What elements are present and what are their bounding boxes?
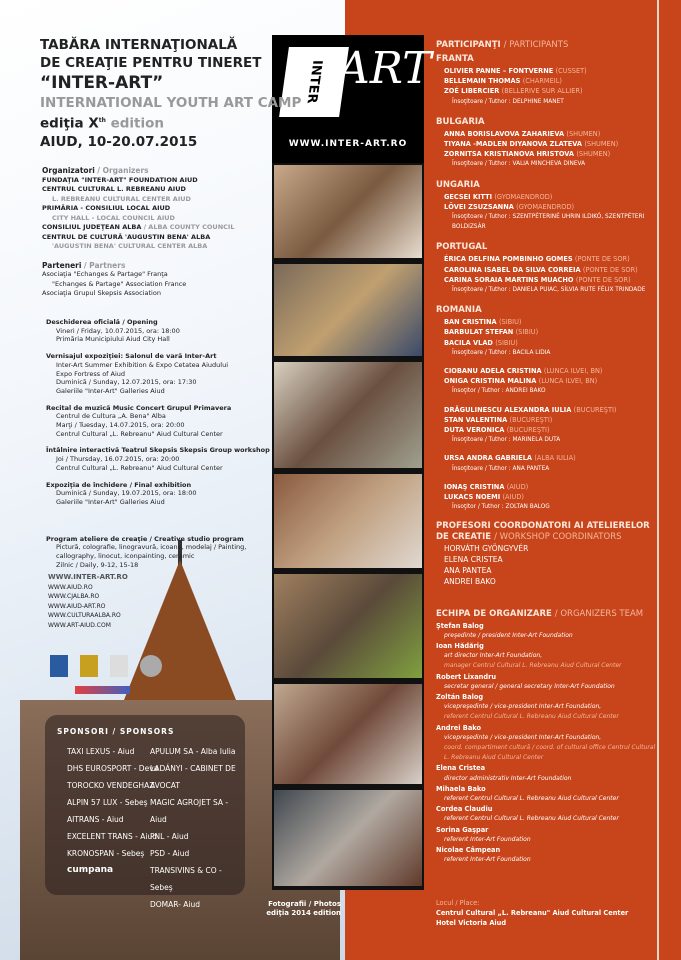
event-title: Expoziţia de închidere / Final exhibition [46, 480, 192, 489]
edition-sup: th [98, 117, 106, 124]
team-member-role: art director Inter-Art Foundation, [444, 652, 543, 660]
participant-name: GECSEI KITTI [444, 192, 493, 201]
team-member-name: Sorina Gaşpar [436, 825, 489, 834]
sponsor-item: AITRANS - Aiud [67, 815, 124, 824]
participant-city: (PONTE DE SOR) [575, 275, 631, 284]
sponsor-item: PSD - Aiud [150, 849, 190, 858]
title-english: INTERNATIONAL YOUTH ART CAMP [40, 95, 302, 111]
city-crest-icon [80, 655, 98, 677]
partners-label: Parteneri [42, 260, 82, 270]
sponsor-item: LADÁNYI - CABINET DE AVOCAT [150, 764, 236, 790]
team-member-role: manager Centrul Cultural L. Rebreanu Aiud Cultural Center [444, 662, 622, 670]
participant-city: (BUCUREŞTI) [573, 405, 617, 414]
event-detail: Expo Fortress of Aiud [56, 369, 126, 378]
organizer-ro: CENTRUL CULTURAL L. REBREANU AIUD [42, 185, 186, 193]
participant-city: (PONTE DE SOR) [574, 255, 630, 264]
participant [436, 338, 656, 348]
participant [436, 139, 656, 149]
participants-title [436, 38, 656, 52]
participant [436, 275, 656, 285]
participant-city: (AIUD) [506, 482, 529, 491]
event-item [46, 352, 270, 396]
organizer-ro: CENTRUL DE CULTURĂ 'AUGUSTIN BENA' ALBA [42, 232, 211, 241]
team-member-role: referent Centrul Cultural L. Rebreanu Aiud Cultural Center [444, 794, 619, 802]
organizer-en: CITY HALL - LOCAL COUNCIL AIUD [52, 213, 175, 222]
participant-city: (GYOMAENDROD) [516, 202, 575, 211]
team-member-name: Cordea Claudiu [436, 805, 493, 814]
tutor: Însoţitoare / Tuthor : BACILA LIDIA [452, 349, 551, 356]
organizer-en: 'AUGUSTIN BENA' CULTURAL CENTER ALBA [52, 242, 208, 250]
organizer-item [42, 233, 234, 243]
skepsis-logo-icon [140, 655, 162, 677]
link[interactable]: WWW.CULTURAALBA.RO [48, 612, 121, 619]
workshop-photo-1 [272, 163, 424, 260]
photos-caption-line: ediţia 2014 edition [266, 909, 341, 918]
participant-group [436, 366, 656, 397]
participant-city: (PONTE DE SOR) [582, 265, 638, 274]
participant-name: LŐVEI ZSUZSANNA [444, 202, 514, 211]
participant-city: (AIUD) [502, 493, 524, 502]
tutor: Însoţitoare / Tuthor : VALIA MINCHEVA DINEVA [452, 161, 586, 168]
participant [436, 376, 656, 386]
event-detail: callography, linocut, iconpainting, ceramic [56, 552, 195, 561]
participant-city: (SIBIU) [515, 328, 539, 337]
team-title [436, 607, 656, 621]
participant [436, 425, 656, 435]
team-member-name: Ştefan Balog [436, 621, 484, 630]
participant [436, 366, 656, 376]
event-dates: AIUD, 10-20.07.2015 [40, 133, 198, 150]
participant-group [436, 482, 656, 513]
participant-name: CIOBANU ADELA CRISTINA [444, 367, 542, 376]
title-en: / WORKSHOP COORDINATORS [494, 531, 622, 542]
participant-name: BARBULAT STEFAN [444, 328, 514, 337]
participant-city: (GYOMAENDROD) [494, 192, 553, 201]
participant-name: DUTA VERONICA [444, 426, 505, 435]
logo-art: ART [338, 43, 432, 94]
sponsor-item: EXCELENT TRANS - Aiud [67, 832, 157, 841]
participant-city: (LUNCA ILVEI, BN) [543, 367, 603, 376]
event-detail: Centrul de Cultura „A. Bena" Alba [56, 412, 166, 421]
event-detail: Joi / Thursday, 16.07.2015, ora: 20:00 [56, 455, 180, 464]
participant [436, 317, 656, 327]
workshop-photo-3 [272, 360, 424, 470]
organizer-item [42, 176, 234, 186]
participant [436, 482, 656, 492]
team-member-role: coord. compartiment cultură / coord. of cultural office Centrul Cultural L. Rebreanu Aiud Cultural Center [444, 743, 656, 762]
participant-city: (SIBIU) [498, 318, 522, 327]
participant [436, 129, 656, 139]
link[interactable]: WWW.AIUD.RO [48, 583, 93, 591]
place-section [436, 898, 656, 929]
participant [436, 453, 656, 463]
organizers-label: Organizatori [42, 166, 95, 175]
partner-item: Asociaţia "Echanges & Partage" Franţa [42, 270, 168, 278]
participant [436, 66, 656, 76]
edition-ro: ediţia X [40, 115, 99, 132]
sponsor-item: DOMAR- Aiud [150, 900, 201, 909]
event-detail: Inter-Art Summer Exhibition & Expo Cetatea Aiudului [56, 360, 229, 369]
link[interactable]: WWW.ART-AIUD.COM [48, 621, 111, 629]
participant-name: ZORNITSA KRISTIANOVA HRISTOVA [444, 150, 575, 159]
logo-inter: INTER [279, 47, 349, 117]
title-name: “INTER-ART” [40, 73, 164, 93]
country-heading: BULGARIA [436, 116, 485, 127]
tutor: Însoţitoare / Tuthor : MARINELA DUTA [452, 437, 561, 444]
team-member-role: referent Centrul Cultural L. Rebreanu Aiud Cultural Center [444, 713, 619, 721]
country-heading: ROMANIA [436, 305, 482, 316]
team-member-role: referent Centrul Cultural L. Rebreanu Aiud Cultural Center [444, 815, 619, 823]
sponsor-item: APULUM SA - Alba Iulia [150, 747, 236, 756]
sponsor-item: TAXI LEXUS - Aiud [67, 747, 135, 756]
participant [436, 405, 656, 415]
links-section [48, 573, 128, 630]
participant-city: (SHUMEN) [566, 129, 601, 138]
tutor: Însoţitor / Tuthor : ZOLTAN BALOG [452, 504, 550, 511]
photos-caption-line: Fotografii / Photos [268, 900, 341, 908]
place-line: Hotel Victoria Aiud [436, 919, 507, 928]
place-label: Locul / Place: [436, 899, 480, 907]
team-member-name: Mihaela Bako [436, 784, 486, 793]
workshop-photo-6 [272, 682, 424, 786]
organizer-en: L. REBREANU CULTURAL CENTER AIUD [52, 194, 191, 203]
title-line: TABĂRA INTERNAŢIONALĂ [40, 37, 238, 53]
participant-group [436, 178, 656, 233]
participant-city: (CHARMEIL) [522, 77, 562, 86]
team-member-role: vicepreşedinte / vice-president Inter-Art Foundation, [444, 733, 602, 741]
sponsor-item: cumpana [67, 865, 114, 875]
team-member-name: Robert Lixandru [436, 672, 497, 681]
participant [436, 192, 656, 202]
participant-city: (BUCUREŞTI) [509, 415, 553, 424]
team-member-name: Andrei Bako [436, 723, 482, 732]
coordinators-title [436, 521, 656, 543]
sponsor-item: KRONOSPAN - Sebeş [67, 849, 145, 858]
event-item [46, 481, 270, 507]
participant-city: (CUSSET) [555, 67, 587, 75]
organizers-section [42, 166, 234, 299]
country-heading: PORTUGAL [436, 242, 488, 253]
event-item [46, 404, 270, 439]
organizer-ro: FUNDAŢIA "INTER-ART" FOUNDATION AIUD [42, 175, 198, 184]
event-detail: Centrul Cultural „L. Rebreanu" Aiud Cultural Center [56, 429, 223, 438]
event-detail: Pictură, colografie, linogravură, icoane, modelaj / Painting, [56, 543, 247, 552]
participant-name: CARINA SORAIA MARTINS MUACHO [444, 275, 574, 284]
event-title: Deschiderea oficială / Opening [46, 318, 158, 326]
participant [436, 86, 656, 96]
participant-group [436, 115, 656, 170]
event-detail: Duminică / Sunday, 12.07.2015, ora: 17:30 [56, 378, 197, 387]
link[interactable]: WWW.CJALBA.RO [48, 593, 100, 600]
team-member-role: preşedinte / president Inter-Art Foundation [444, 631, 573, 639]
participant [436, 254, 656, 264]
coordinator-name: HORVÁTH GYÖNGYVÉR [444, 543, 529, 553]
workshop-photo-2 [272, 262, 424, 358]
link[interactable]: WWW.AIUD-ART.RO [48, 602, 106, 610]
team-member-name: Ioan Hădărig [436, 641, 484, 650]
participant-name: ONIGA CRISTINA MALINA [444, 377, 537, 386]
partner-logos [50, 655, 162, 677]
organizer-item [42, 185, 234, 195]
participants-section [436, 38, 656, 865]
organizer-ro: CONSILIUL JUDEŢEAN ALBA [42, 223, 142, 231]
event-title: Întâlnire interactivă Teatrul Skepsis Skepsis Group workshop [46, 446, 270, 455]
title-ro: ECHIPA DE ORGANIZARE [436, 608, 552, 619]
participant-name: ZOÉ LIBERCIER [444, 87, 500, 96]
participant-name: URSA ANDRA GABRIELA [444, 454, 533, 463]
events-section [46, 318, 270, 577]
organizer-en: / ALBA COUNTY COUNCIL [143, 223, 235, 231]
participant [436, 327, 656, 337]
participant-city: (SHUMEN) [584, 140, 619, 149]
event-title: Program ateliere de creaţie / Creative studio program [46, 534, 244, 543]
participant-name: ANNA BORISLAVOVA ZAHARIEVA [444, 129, 565, 138]
place-line: Centrul Cultural „L. Rebreanu" Aiud Cultural Center [436, 909, 629, 918]
participant-name: BACILA VLAD [444, 338, 493, 347]
title-ro: PROFESORI COORDONATORI AI ATELIERELOR DE CREATIE [436, 520, 650, 542]
participant-name: TIYANA -MADLEN DIYANOVA ZLATEVA [444, 140, 583, 149]
tower-roof [120, 560, 240, 710]
participant-name: OLIVIER PANNE – FONTVERNE [444, 67, 554, 75]
sponsor-item: MAGIC AGROJET SA - Aiud [150, 798, 229, 824]
participant-name: ÉRICA DELFINA POMBINHO GOMES [444, 255, 573, 264]
team-member-name: Zoltán Balog [436, 692, 484, 701]
logo-url[interactable]: WWW.INTER-ART.RO [288, 139, 408, 149]
photos-caption [266, 900, 341, 919]
title-en: / ORGANIZERS TEAM [554, 608, 644, 619]
event-detail: Zilnic / Daily, 9-12, 15-18 [56, 560, 139, 569]
sponsor-item: ALPIN 57 LUX - Sebeş [67, 798, 148, 807]
participant-name: IONAŞ CRISTINA [444, 482, 505, 491]
tutor: Însoţitoare / Tuthor : SZENTPÉTERINÉ UHRIN ILDIKÓ, SZENTPÉTERI BOLDIZSÁR [452, 214, 645, 231]
sponsor-item: DHS EUROSPORT - Deva [67, 764, 159, 773]
event-item [46, 318, 270, 344]
echanges-partage-logo-icon [75, 686, 130, 694]
coordinator-name: ANA PANTEA [444, 565, 492, 575]
participant-group [436, 303, 656, 358]
organizer-item [42, 223, 234, 233]
tutor: Însoţitoare / Tuthor : DANIELA PUIAC, SÍLVIA RUTE FÉLIX TRINDADE [452, 287, 646, 294]
country-heading: UNGARIA [436, 179, 480, 190]
team-member-role: referent Inter-Art Foundation [444, 835, 531, 843]
event-detail: Centrul Cultural „L. Rebreanu" Aiud Cultural Center [56, 463, 223, 472]
event-detail: Vineri / Friday, 10.07.2015, ora: 18:00 [56, 326, 180, 335]
event-title: Vernisajul expoziţiei: Salonul de vară Inter-Art [46, 352, 217, 361]
participant-city: (BELLERIVE SUR ALLIER) [501, 87, 583, 96]
participant-city: (SIBIU) [495, 338, 518, 347]
title-line: DE CREAŢIE PENTRU TINERET [40, 55, 262, 71]
event-detail: Galeriile "Inter-Art" Galleries Aiud [56, 386, 165, 395]
coordinator-name: ELENA CRISTEA [444, 554, 503, 564]
divider-line [657, 0, 659, 960]
coordinator-name: ANDREI BAKO [444, 576, 496, 586]
cultural-center-logo-icon [110, 655, 128, 677]
event-detail: Galeriile "Inter-Art" Galleries Aiud [56, 497, 165, 506]
workshop-photo-4 [272, 472, 424, 570]
event-item [46, 446, 270, 472]
event-title: Recital de muzică Music Concert Grupul Primavera [46, 403, 232, 412]
participant [436, 492, 656, 502]
team-member-name: Nicolae Câmpean [436, 845, 501, 854]
participant-name: BELLEMAIN THOMAS [444, 77, 521, 86]
participant-name: BAN CRISTINA [444, 318, 497, 327]
country-heading: FRANTA [436, 54, 474, 64]
organizer-ro: PRIMĂRIA - CONSILIUL LOCAL AIUD [42, 204, 171, 212]
team-member-role: referent Inter-Art Foundation [444, 856, 531, 864]
team-member-role: director administrativ Inter-Art Foundation [444, 774, 572, 782]
participant-name: LUKACS NOEMI [444, 493, 501, 502]
partners-label-en: / Partners [83, 260, 126, 270]
participant-city: (ALBA IULIA) [534, 454, 576, 463]
participant-group [436, 52, 656, 107]
coat-of-arms-icon [50, 655, 68, 677]
event-detail: Duminică / Sunday, 19.07.2015, ora: 18:00 [56, 489, 197, 498]
participant [436, 202, 656, 212]
sponsor-item: TOROCKO VENDEGHAZ [67, 781, 155, 790]
team-member-name: Elena Cristea [436, 764, 486, 773]
workshop-photo-7 [272, 788, 424, 888]
participant-group [436, 405, 656, 446]
participant-name: DRĂGULINESCU ALEXANDRA IULIA [444, 405, 572, 414]
event-detail: Primăria Municipiului Aiud City Hall [56, 335, 170, 344]
link-main[interactable]: WWW.INTER-ART.RO [48, 573, 128, 581]
poster-title [40, 36, 301, 151]
tutor: Însoţitoare / Tuthor : ANA PANTEA [452, 465, 550, 472]
organizer-item [42, 204, 234, 214]
tutor: Însoţitoare / Tuthor : DELPHINE MANET [452, 98, 564, 105]
team-member-role: vicepreşedinte / vice-president Inter-Art Foundation, [444, 703, 602, 711]
team-member-role: secretar general / general secretary Inter-Art Foundation [444, 682, 615, 690]
edition-en: edition [110, 115, 165, 132]
participant [436, 149, 656, 159]
participant-city: (BUCUREŞTI) [506, 426, 550, 435]
participant [436, 76, 656, 86]
participant-name: CAROLINA ISABEL DA SILVA CORREIA [444, 265, 581, 274]
title-ro: PARTICIPANŢI [436, 40, 501, 50]
participant-group [436, 240, 656, 295]
event-item [46, 535, 270, 570]
event-detail: Marţi / Tuesday, 14.07.2015, ora: 20:00 [56, 421, 185, 430]
partner-item: "Echanges & Partage" Association France [52, 279, 187, 288]
participant [436, 415, 656, 425]
sponsors-title: SPONSORI / SPONSORS [57, 727, 175, 736]
tutor: Însoţitor / Tuthor : ANDREI BAKO [452, 388, 546, 395]
workshop-photo-5 [272, 572, 424, 680]
title-en: / PARTICIPANTS [503, 40, 569, 50]
participant-group [436, 453, 656, 473]
sponsors-box [45, 715, 245, 909]
participant-name: STAN VALENTINA [444, 415, 508, 424]
sponsor-item: PNL - Aiud [150, 832, 189, 841]
sponsor-item: TRANSIVINS & CO - Sebeş [150, 866, 222, 892]
participant [436, 265, 656, 275]
participant-city: (LUNCA ILVEI, BN) [538, 377, 598, 386]
participant-city: (SHUMEN) [576, 150, 611, 159]
organizers-label-en: / Organizers [97, 166, 149, 175]
partner-item: Asociaţia Grupul Skepsis Association [42, 289, 161, 297]
